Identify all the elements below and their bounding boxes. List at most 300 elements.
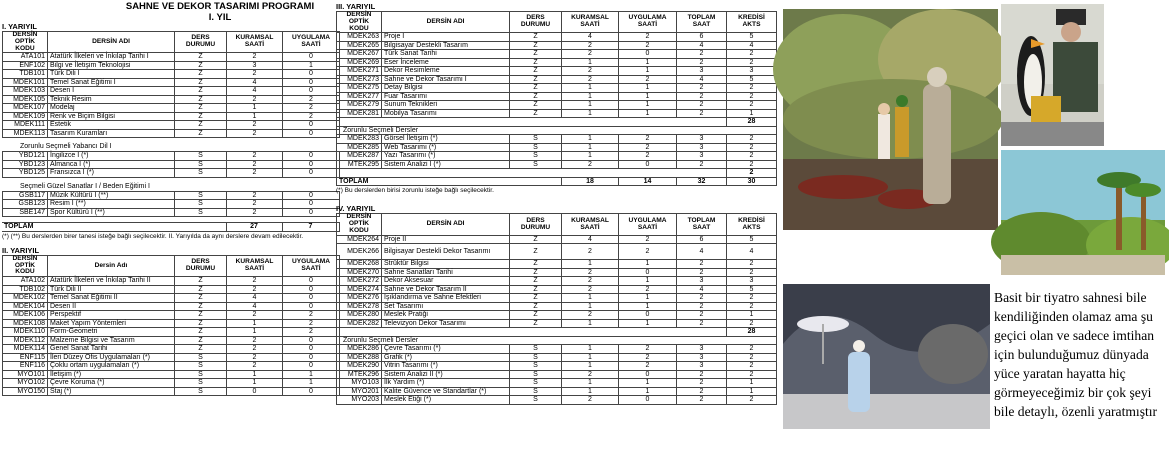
table-row: [3, 294, 340, 303]
ects-credits: 2: [727, 302, 777, 311]
theory-hours: 2: [227, 362, 283, 371]
group-title: Zorunlu Seçmeli Dersler: [337, 336, 777, 345]
course-code: MDEK113: [3, 129, 48, 138]
ects-credits: 4: [727, 41, 777, 50]
practice-hours: 0: [283, 208, 340, 217]
course-name: Detay Bilgisi: [382, 84, 510, 93]
column-header: DERS DURUMU: [510, 214, 562, 235]
course-name: Meslek Pratiği: [382, 311, 510, 320]
theory-hours: 2: [562, 75, 619, 84]
course-code: MDEK109: [3, 112, 48, 121]
theory-hours: 2: [227, 277, 283, 286]
semester-1-heading: I. YARIYIL: [2, 22, 38, 31]
course-code: MDEK274: [337, 285, 382, 294]
course-name: İletişim (*): [48, 370, 175, 379]
course-status: Z: [510, 101, 562, 110]
ects-credits: 2: [727, 152, 777, 161]
ects-credits: 2: [727, 135, 777, 144]
table-row: [3, 191, 340, 200]
theory-hours: 2: [227, 200, 283, 209]
table-row: [3, 87, 340, 96]
total-theory: 18: [562, 177, 619, 186]
theory-hours: 1: [227, 379, 283, 388]
theory-hours: 2: [227, 353, 283, 362]
course-code: MDEK268: [337, 260, 382, 269]
total-hours: 4: [677, 244, 727, 260]
theory-hours: 4: [227, 87, 283, 96]
course-code: MDEK114: [3, 345, 48, 354]
total-hours: 3: [677, 353, 727, 362]
column-header: KURAMSAL SAATİ: [562, 12, 619, 33]
total-hours: 2: [677, 260, 727, 269]
course-status: S: [175, 191, 227, 200]
total-hours: 6: [677, 235, 727, 244]
total-hours: 2: [677, 84, 727, 93]
practice-hours: 0: [283, 277, 340, 286]
table-row: [3, 285, 340, 294]
theory-hours: 2: [227, 121, 283, 130]
practice-hours: 1: [283, 379, 340, 388]
practice-hours: 2: [283, 328, 340, 337]
theory-hours: 2: [227, 169, 283, 178]
course-name: Sahne ve Dekor Tasarım II: [382, 285, 510, 294]
table-row: [3, 104, 340, 113]
total-row: [2, 223, 339, 232]
course-status: Z: [510, 84, 562, 93]
course-code: MDEK271: [337, 67, 382, 76]
theory-hours: 2: [227, 53, 283, 62]
ects-credits: 2: [727, 396, 777, 405]
practice-hours: 0: [619, 160, 677, 169]
practice-hours: 0: [283, 285, 340, 294]
theory-hours: 1: [562, 387, 619, 396]
table-row: [3, 277, 340, 286]
course-name: Proje II: [382, 235, 510, 244]
ects-credits: 2: [727, 362, 777, 371]
table-row: [3, 169, 340, 178]
total-hours: 3: [677, 345, 727, 354]
total-hours: 2: [677, 294, 727, 303]
course-name: Sunum Teknikleri: [382, 101, 510, 110]
table-row: [337, 370, 777, 379]
table-row: [337, 101, 777, 110]
course-name: Sistem Analizi I (*): [382, 160, 510, 169]
course-code: MDEK105: [3, 95, 48, 104]
course-status: Z: [175, 95, 227, 104]
course-status: S: [175, 379, 227, 388]
course-code: MDEK263: [337, 33, 382, 42]
table-row: [337, 50, 777, 59]
year-title: I. YIL: [208, 12, 232, 23]
practice-hours: 2: [619, 353, 677, 362]
course-status: S: [510, 353, 562, 362]
course-name: Yazı Tasarımı (*): [382, 152, 510, 161]
practice-hours: 1: [619, 387, 677, 396]
course-name: Almanca I (*): [48, 160, 175, 169]
course-code: YBD125: [3, 169, 48, 178]
practice-hours: 1: [619, 109, 677, 118]
theory-hours: 2: [562, 160, 619, 169]
course-code: MDEK286: [337, 345, 382, 354]
practice-hours: 0: [619, 50, 677, 59]
total-label: TOPLAM: [337, 177, 562, 186]
column-header: DERSİN ADI: [382, 12, 510, 33]
course-code: MDEK112: [3, 336, 48, 345]
course-code: MDEK111: [3, 121, 48, 130]
course-status: S: [510, 370, 562, 379]
practice-hours: 1: [619, 319, 677, 328]
table-row: [3, 302, 340, 311]
course-status: Z: [510, 319, 562, 328]
course-name: Teknik Resim: [48, 95, 175, 104]
ects-credits: 4: [727, 244, 777, 260]
course-status: S: [175, 160, 227, 169]
course-name: Sahne ve Dekor Tasarımı I: [382, 75, 510, 84]
course-status: Z: [175, 104, 227, 113]
course-name: Müzik Kültürü I (**): [48, 191, 175, 200]
theory-hours: 1: [562, 152, 619, 161]
ects-credits: 2: [727, 268, 777, 277]
ects-credits: 2: [727, 143, 777, 152]
column-header: UYGULAMA SAATİ: [619, 214, 677, 235]
practice-hours: 2: [283, 319, 340, 328]
course-name: Temel Sanat Eğitimi II: [48, 294, 175, 303]
total-ects: 30: [727, 177, 777, 186]
table-row: [337, 84, 777, 93]
column-header: TOPLAM SAAT: [677, 214, 727, 235]
course-status: S: [175, 353, 227, 362]
table-row: [337, 379, 777, 388]
table-row: [3, 160, 340, 169]
course-status: Z: [510, 311, 562, 320]
theory-hours: 2: [227, 160, 283, 169]
semester-4-heading: IV. YARIYIL: [336, 204, 376, 214]
course-status: Z: [510, 244, 562, 260]
theory-hours: 4: [562, 235, 619, 244]
column-header: KURAMSAL SAATİ: [562, 214, 619, 235]
table-row: [337, 387, 777, 396]
table-row: [337, 160, 777, 169]
practice-hours: 0: [283, 70, 340, 79]
ects-credits: 2: [727, 353, 777, 362]
practice-hours: 1: [619, 302, 677, 311]
theory-hours: 1: [562, 101, 619, 110]
course-name: Televizyon Dekor Tasarımı: [382, 319, 510, 328]
ects-credits: 5: [727, 33, 777, 42]
theory-hours: 2: [562, 41, 619, 50]
course-code: MYO103: [337, 379, 382, 388]
theory-hours: 2: [227, 152, 283, 161]
semester-2-table: [2, 255, 340, 396]
course-name: Temel Sanat Eğitimi I: [48, 78, 175, 87]
theory-hours: 2: [562, 396, 619, 405]
theory-hours: 2: [227, 311, 283, 320]
course-code: MDEK288: [337, 353, 382, 362]
practice-hours: 1: [619, 84, 677, 93]
course-status: Z: [175, 328, 227, 337]
course-status: Z: [510, 294, 562, 303]
course-name: Türk Dili II: [48, 285, 175, 294]
course-code: MDEK264: [337, 235, 382, 244]
course-status: Z: [175, 78, 227, 87]
course-name: Kalite Güvence ve Standartlar (*): [382, 387, 510, 396]
elective-arts-table: [2, 191, 340, 218]
course-name: İngilizce I (*): [48, 152, 175, 161]
practice-hours: 0: [283, 129, 340, 138]
course-code: MDEK266: [337, 244, 382, 260]
practice-hours: 2: [619, 244, 677, 260]
total-hours: 2: [677, 268, 727, 277]
course-code: MDEK267: [337, 50, 382, 59]
course-name: Estetik: [48, 121, 175, 130]
total-hours: 2: [677, 396, 727, 405]
practice-hours: 0: [619, 370, 677, 379]
theory-hours: 2: [562, 285, 619, 294]
practice-hours: 0: [283, 152, 340, 161]
course-name: Grafik (*): [382, 353, 510, 362]
course-code: MDEK290: [337, 362, 382, 371]
course-status: Z: [510, 235, 562, 244]
winter-stage-illustration: [783, 284, 990, 429]
practice-hours: 0: [283, 345, 340, 354]
practice-hours: 0: [283, 336, 340, 345]
total-hours: 2: [677, 58, 727, 67]
course-code: MYO101: [3, 370, 48, 379]
course-status: S: [175, 387, 227, 396]
table-row: [337, 152, 777, 161]
total-hours: 3: [677, 362, 727, 371]
course-status: Z: [510, 302, 562, 311]
table-row: [3, 370, 340, 379]
course-name: Atatürk İlkeleri ve İnkılap Tarihi II: [48, 277, 175, 286]
course-status: Z: [510, 41, 562, 50]
ects-credits: 3: [727, 277, 777, 286]
table-row: [3, 362, 340, 371]
course-name: Çevre Koruma (*): [48, 379, 175, 388]
course-name: Malzeme Bilgisi ve Tasarım: [48, 336, 175, 345]
course-code: MDEK104: [3, 302, 48, 311]
table-row: [337, 67, 777, 76]
course-name: Strüktür Bilgisi: [382, 260, 510, 269]
course-code: ATA101: [3, 53, 48, 62]
course-code: MDEK108: [3, 319, 48, 328]
theory-hours: 1: [227, 328, 283, 337]
course-code: YBD123: [3, 160, 48, 169]
theory-hours: 1: [562, 379, 619, 388]
course-code: SBE147: [3, 208, 48, 217]
semester-1-total: [2, 222, 340, 232]
subtotal-credits: 28: [727, 328, 777, 337]
ects-credits: 5: [727, 235, 777, 244]
course-name: Meslek Etiği (*): [382, 396, 510, 405]
theory-hours: 2: [562, 244, 619, 260]
course-name: Staj (*): [48, 387, 175, 396]
course-status: Z: [510, 92, 562, 101]
course-code: MYO201: [337, 387, 382, 396]
course-code: MDEK285: [337, 143, 382, 152]
group-subtotal-row: [337, 169, 777, 178]
course-status: S: [175, 370, 227, 379]
course-code: MDEK272: [337, 277, 382, 286]
semester-1-footnote: (*) (**) Bu derslerden birer tanesi isteğe bağlı seçilecektir. II. Yarıyılda da aynı derslere devam edilecektir.: [2, 232, 304, 240]
practice-hours: 0: [283, 353, 340, 362]
course-code: MDEK282: [337, 319, 382, 328]
theory-hours: 1: [562, 92, 619, 101]
practice-hours: 2: [619, 152, 677, 161]
course-code: YBD121: [3, 152, 48, 161]
theory-hours: 1: [562, 135, 619, 144]
course-code: MDEK101: [3, 78, 48, 87]
theory-hours: 1: [562, 58, 619, 67]
course-code: MDEK275: [337, 84, 382, 93]
practice-hours: 1: [619, 260, 677, 269]
ects-credits: 2: [727, 319, 777, 328]
course-code: MDEK110: [3, 328, 48, 337]
total-hours: 2: [677, 50, 727, 59]
theory-hours: 1: [562, 294, 619, 303]
practice-hours: 0: [283, 200, 340, 209]
course-status: Z: [510, 50, 562, 59]
theory-hours: 1: [562, 302, 619, 311]
ects-credits: 1: [727, 379, 777, 388]
course-code: MDEK279: [337, 101, 382, 110]
course-status: S: [510, 362, 562, 371]
course-name: Perspektif: [48, 311, 175, 320]
course-status: S: [175, 362, 227, 371]
table-row: [3, 345, 340, 354]
course-status: Z: [175, 129, 227, 138]
course-code: MDEK280: [337, 311, 382, 320]
table-row: [3, 336, 340, 345]
course-code: MTEK295: [337, 160, 382, 169]
total-hours: 4: [677, 285, 727, 294]
course-name: Çoklu ortam uygulamaları (*): [48, 362, 175, 371]
painter-photo: [1001, 4, 1104, 146]
total-hours: 4: [677, 75, 727, 84]
middle-column: [336, 2, 777, 461]
elective-language-table: [2, 151, 340, 178]
semester-3-table: [336, 11, 777, 186]
column-header: KURAMSAL SAATİ: [227, 255, 283, 276]
course-name: Maket Yapım Yöntemleri: [48, 319, 175, 328]
course-status: Z: [510, 109, 562, 118]
column-header: DERSİN OPTİK KODU: [3, 255, 48, 276]
practice-hours: 0: [283, 387, 340, 396]
course-code: ENF102: [3, 61, 48, 70]
ects-credits: 2: [727, 160, 777, 169]
column-header: DERSİN OPTİK KODU: [3, 32, 48, 53]
course-status: Z: [175, 121, 227, 130]
practice-hours: 1: [619, 67, 677, 76]
course-code: GSB117: [3, 191, 48, 200]
course-status: S: [510, 396, 562, 405]
group-subtotal: 2: [727, 169, 777, 178]
practice-hours: 2: [619, 75, 677, 84]
table-row: [3, 78, 340, 87]
table-row: [3, 112, 340, 121]
practice-hours: 0: [619, 268, 677, 277]
course-status: S: [510, 387, 562, 396]
table-row: [337, 92, 777, 101]
course-name: Desen II: [48, 302, 175, 311]
course-code: MDEK276: [337, 294, 382, 303]
total-practice: 7: [282, 223, 339, 232]
practice-hours: 0: [283, 160, 340, 169]
course-name: Genel Sanat Tarihi: [48, 345, 175, 354]
course-status: Z: [510, 75, 562, 84]
table-header-row: [337, 214, 777, 235]
subtotal-credits: 28: [727, 118, 777, 127]
course-status: S: [175, 208, 227, 217]
semester-3-footnote: (*) Bu derslerden birisi zorunlu isteğe bağlı seçilecektir.: [336, 187, 494, 195]
course-code: MTEK296: [337, 370, 382, 379]
total-hours: 3: [677, 143, 727, 152]
course-status: Z: [175, 319, 227, 328]
total-hours: 3: [677, 152, 727, 161]
course-code: MDEK283: [337, 135, 382, 144]
theory-hours: 4: [562, 33, 619, 42]
theory-hours: 2: [227, 285, 283, 294]
course-status: S: [510, 143, 562, 152]
theory-hours: 1: [562, 362, 619, 371]
practice-hours: 2: [619, 362, 677, 371]
theory-hours: 1: [227, 370, 283, 379]
group-title: Zorunlu Seçmeli Dersler: [337, 126, 777, 135]
table-row: [3, 208, 340, 217]
course-name: Atatürk İlkeleri ve İnkılap Tarihi I: [48, 53, 175, 62]
table-row: [3, 70, 340, 79]
practice-hours: 0: [283, 78, 340, 87]
course-name: Set Tasarımı: [382, 302, 510, 311]
table-row: [337, 235, 777, 244]
course-status: Z: [175, 53, 227, 62]
course-name: İleri Düzey Ofis Uygulamaları (*): [48, 353, 175, 362]
total-hours: 2: [677, 160, 727, 169]
theory-hours: 2: [562, 277, 619, 286]
practice-hours: 0: [283, 87, 340, 96]
practice-hours: 0: [283, 362, 340, 371]
course-code: MYO203: [337, 396, 382, 405]
course-status: Z: [510, 33, 562, 42]
theory-hours: 2: [227, 129, 283, 138]
ects-credits: 2: [727, 92, 777, 101]
course-code: MDEK273: [337, 75, 382, 84]
theory-hours: 1: [562, 345, 619, 354]
table-row: [337, 396, 777, 405]
practice-hours: 1: [283, 370, 340, 379]
winter-stage-photo: [783, 284, 990, 429]
practice-hours: 2: [619, 33, 677, 42]
practice-hours: 1: [619, 58, 677, 67]
table-row: [337, 41, 777, 50]
column-header: UYGULAMA SAATİ: [283, 32, 340, 53]
course-code: MYO150: [3, 387, 48, 396]
table-row: [3, 129, 340, 138]
theory-hours: 2: [227, 70, 283, 79]
course-status: Z: [175, 345, 227, 354]
table-row: [337, 143, 777, 152]
table-row: [337, 58, 777, 67]
column-header: DERS DURUMU: [175, 32, 227, 53]
practice-hours: 2: [619, 41, 677, 50]
table-row: [337, 109, 777, 118]
course-code: MDEK287: [337, 152, 382, 161]
course-code: MDEK103: [3, 87, 48, 96]
program-title: SAHNE VE DEKOR TASARIMI PROGRAMI: [125, 1, 315, 12]
total-hours: 2: [677, 92, 727, 101]
course-name: İlk Yardım (*): [382, 379, 510, 388]
column-header: UYGULAMA SAATİ: [283, 255, 340, 276]
